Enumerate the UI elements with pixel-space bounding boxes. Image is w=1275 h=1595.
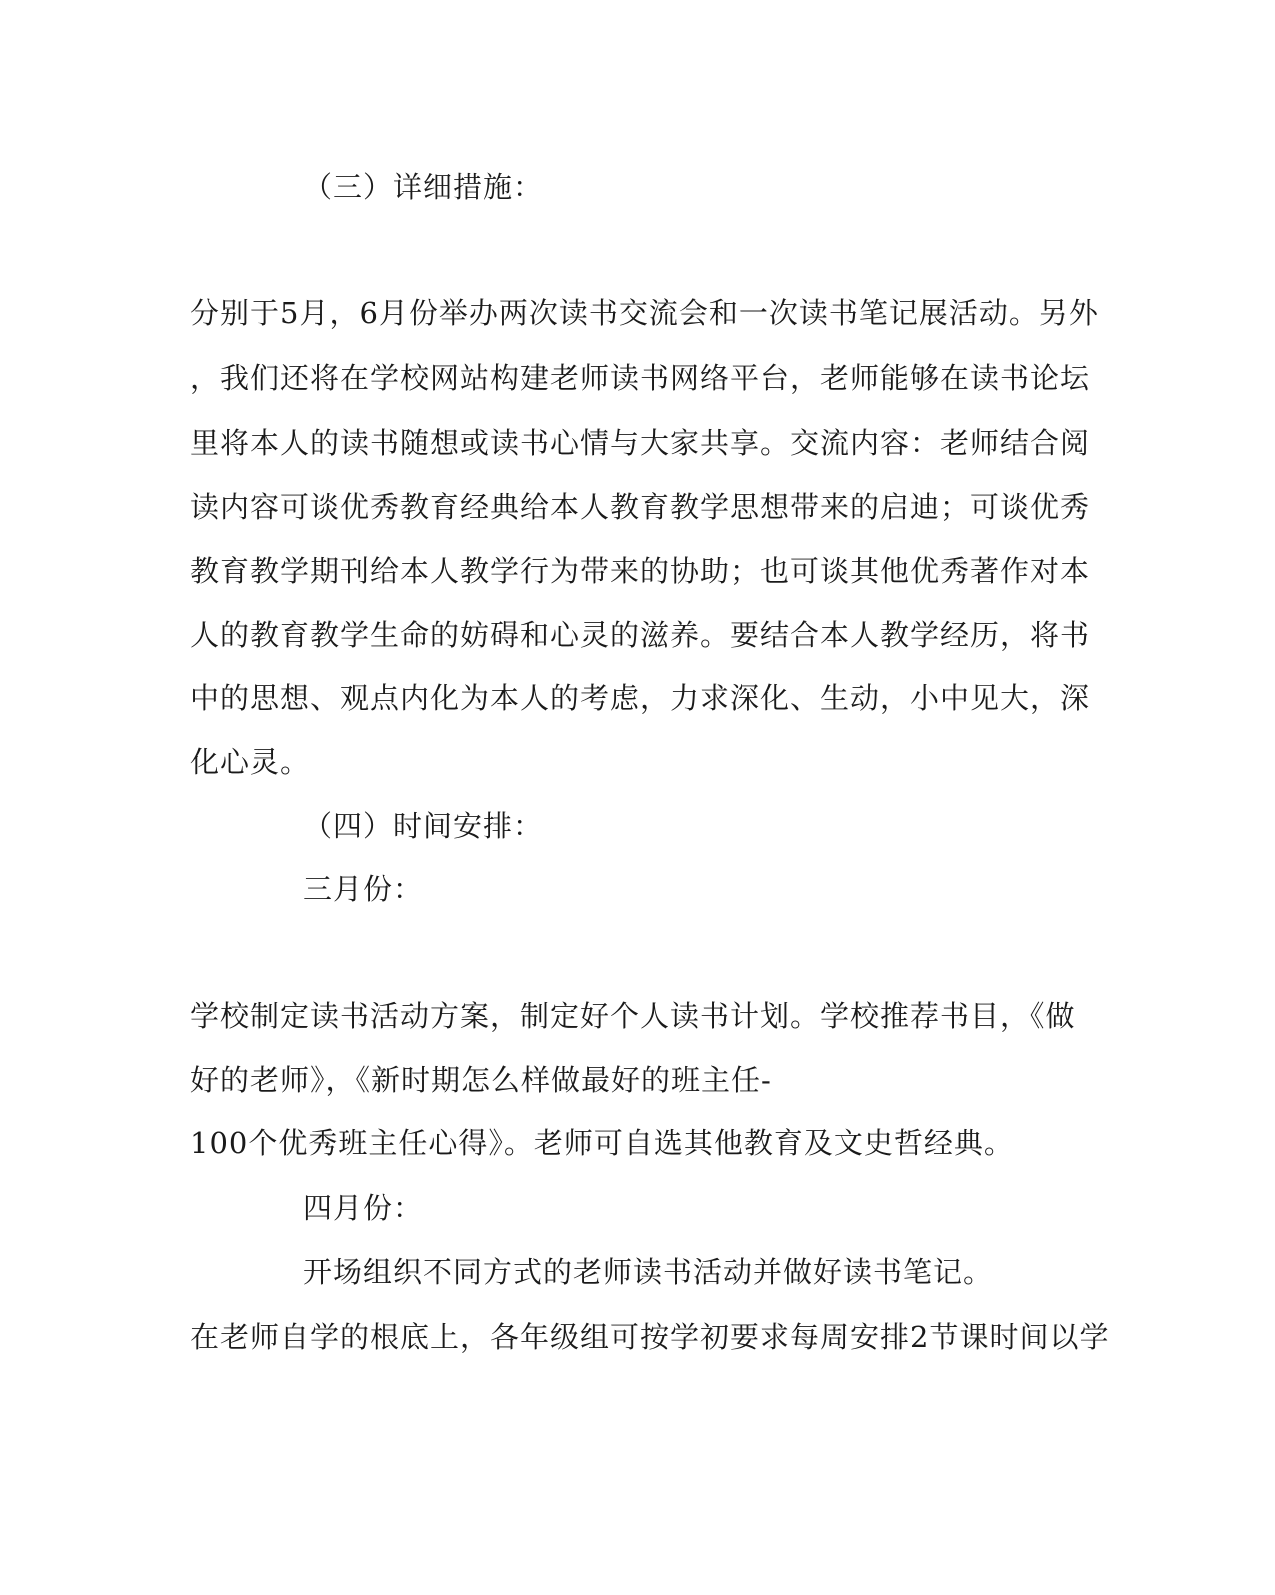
paragraph-line: 中的思想、观点内化为本人的考虑，力求深化、生动，小中见大，深 bbox=[190, 681, 1091, 715]
section-heading-measures: （三）详细措施： bbox=[303, 170, 544, 204]
paragraph-line: ，我们还将在学校网站构建老师读书网络平台，老师能够在读书论坛 bbox=[190, 361, 1091, 395]
paragraph-line: 人的教育教学生命的妨碍和心灵的滋养。要结合本人教学经历，将书 bbox=[190, 618, 1091, 652]
month-heading-april: 四月份： bbox=[303, 1191, 424, 1225]
paragraph-line: 教育教学期刊给本人教学行为带来的协助；也可谈其他优秀著作对本 bbox=[190, 554, 1091, 588]
section-heading-schedule: （四）时间安排： bbox=[303, 809, 544, 843]
paragraph-line: 开场组织不同方式的老师读书活动并做好读书笔记。 bbox=[303, 1255, 994, 1289]
paragraph-line: 在老师自学的根底上，各年级组可按学初要求每周安排2节课时间以学 bbox=[190, 1320, 1110, 1354]
paragraph-line: 100个优秀班主任心得》。老师可自选其他教育及文史哲经典。 bbox=[190, 1126, 1014, 1160]
paragraph-line: 里将本人的读书随想或读书心情与大家共享。交流内容：老师结合阅 bbox=[190, 426, 1091, 460]
paragraph-line: 化心灵。 bbox=[190, 745, 311, 779]
paragraph-line: 分别于5月，6月份举办两次读书交流会和一次读书笔记展活动。另外 bbox=[190, 296, 1099, 330]
paragraph-line: 读内容可谈优秀教育经典给本人教育教学思想带来的启迪；可谈优秀 bbox=[190, 490, 1091, 524]
paragraph-line: 好的老师》，《新时期怎么样做最好的班主任- bbox=[190, 1063, 772, 1097]
paragraph-line: 学校制定读书活动方案，制定好个人读书计划。学校推荐书目，《做 bbox=[190, 999, 1076, 1033]
month-heading-march: 三月份： bbox=[303, 872, 424, 906]
